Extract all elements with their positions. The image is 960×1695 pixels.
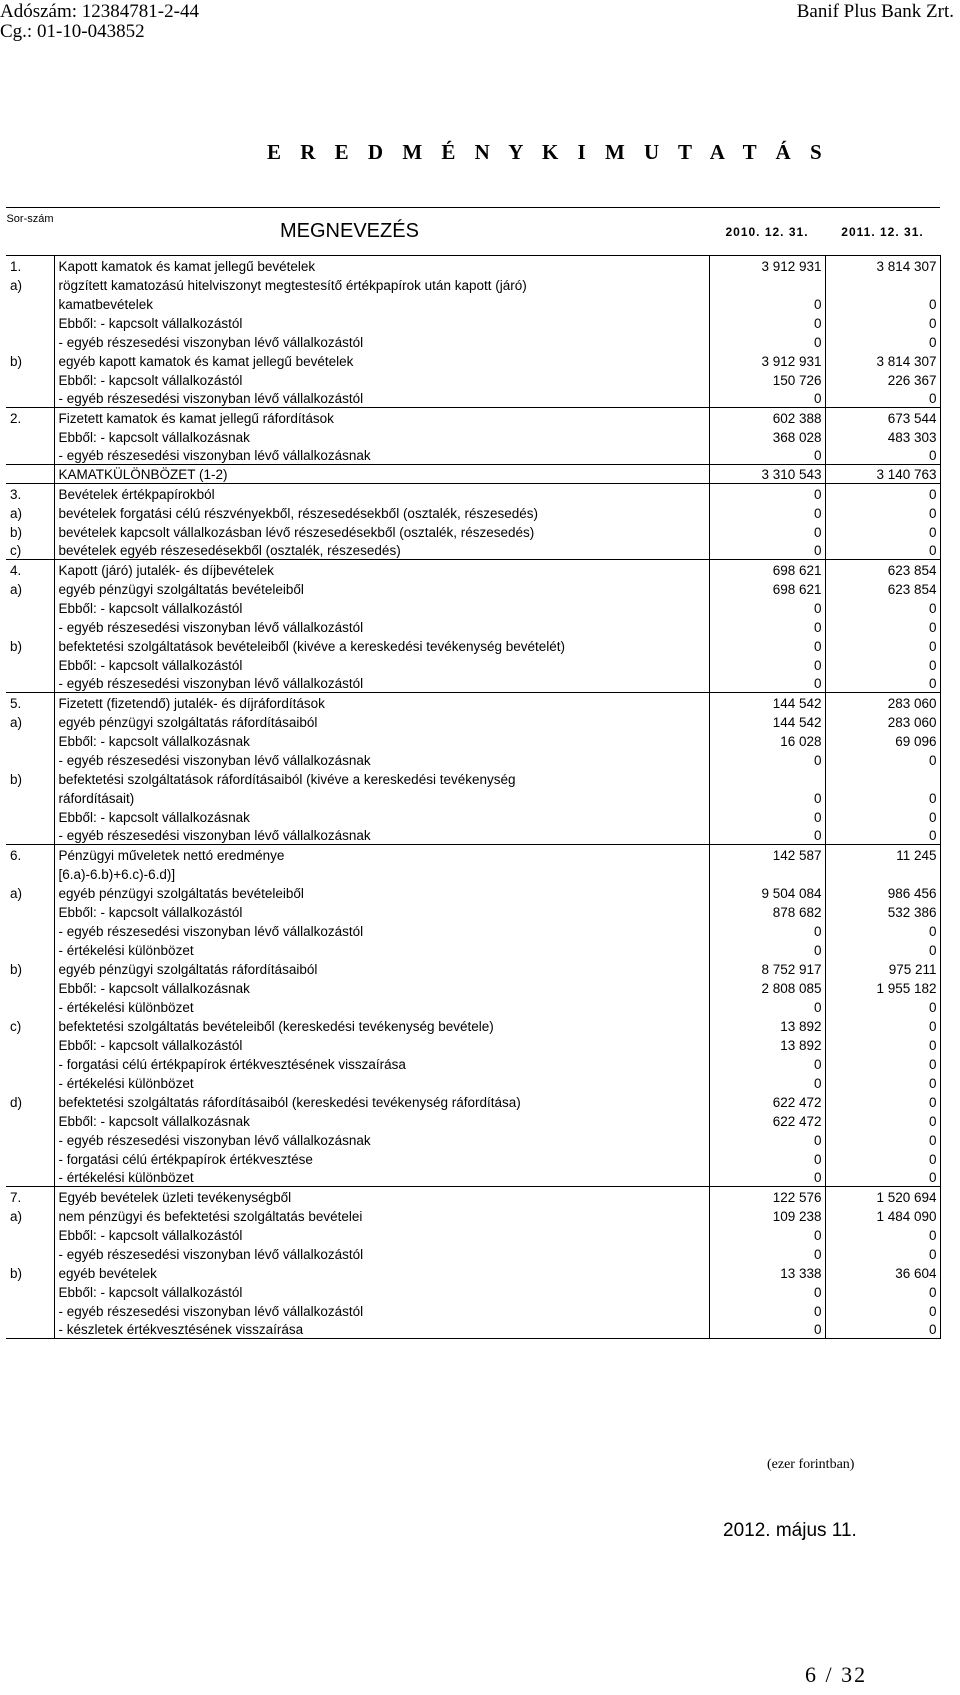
row-label: Kapott kamatok és kamat jellegű bevételek <box>54 256 709 275</box>
row-value-2010: 0 <box>709 446 825 465</box>
row-index <box>6 826 54 845</box>
row-label: egyéb pénzügyi szolgáltatás ráfordításaiból <box>54 959 709 978</box>
row-label: Ebből: - kapcsolt vállalkozástól <box>54 598 709 617</box>
table-row <box>6 731 940 750</box>
row-value-2010: 0 <box>709 617 825 636</box>
table-row <box>6 541 940 560</box>
row-index <box>6 731 54 750</box>
table-row <box>6 1244 940 1263</box>
row-index: 6. <box>6 845 54 864</box>
row-label: egyéb pénzügyi szolgáltatás bevételeiből <box>54 883 709 902</box>
row-value-2011: 0 <box>825 1301 940 1320</box>
row-value-2010: 0 <box>709 655 825 674</box>
table-row <box>6 1206 940 1225</box>
row-index <box>6 1054 54 1073</box>
row-label: egyéb bevételek <box>54 1263 709 1282</box>
table-row <box>6 750 940 769</box>
row-label: - értékelési különbözet <box>54 1168 709 1187</box>
row-index <box>6 370 54 389</box>
table-row <box>6 256 940 275</box>
row-index: b) <box>10 353 23 369</box>
row-value-2011: 3 140 763 <box>825 465 940 484</box>
row-label: - egyéb részesedési viszonyban lévő vállalkozástól <box>54 1301 709 1320</box>
row-label: - egyéb részesedési viszonyban lévő vállalkozásnak <box>54 446 709 465</box>
row-label: - egyéb részesedési viszonyban lévő vállalkozástól <box>54 389 709 408</box>
row-value-2010: 3 310 543 <box>709 465 825 484</box>
row-index: b) <box>10 1265 23 1281</box>
row-index <box>6 1130 54 1149</box>
row-index <box>6 1320 54 1339</box>
table-row <box>6 560 940 579</box>
row-value-2010: 0 <box>709 1301 825 1320</box>
table-row <box>6 579 940 598</box>
row-value-2010: 144 542 <box>709 712 825 731</box>
row-label: bevételek forgatási célú részvényekből, részesedésekből (osztalék, részesedés) <box>54 503 709 522</box>
row-value-2011: 0 <box>825 541 940 560</box>
row-index <box>6 446 54 465</box>
row-index: a) <box>10 277 23 293</box>
row-label: Bevételek értékpapírokból <box>54 484 709 503</box>
table-row <box>6 1320 940 1339</box>
row-value-2011: 0 <box>825 313 940 332</box>
report-date: 2012. május 11. <box>723 1520 857 1541</box>
row-index <box>6 997 54 1016</box>
row-value-2010: 0 <box>709 598 825 617</box>
row-value-2010: 878 682 <box>709 902 825 921</box>
row-label: Ebből: - kapcsolt vállalkozásnak <box>54 1111 709 1130</box>
row-value-2010: 109 238 <box>709 1206 825 1225</box>
row-value-2010: 0 <box>709 541 825 560</box>
table-row <box>6 389 940 408</box>
row-label: befektetési szolgáltatás bevételeiből (kereskedési tevékenység bevétele) <box>54 1016 709 1035</box>
page-number: 6 / 32 <box>805 1662 868 1687</box>
row-label: ráfordításait) <box>54 788 709 807</box>
row-label: Ebből: - kapcsolt vállalkozásnak <box>54 427 709 446</box>
row-value-2011: 1 520 694 <box>825 1187 940 1206</box>
row-value-2010: 0 <box>709 503 825 522</box>
row-label: Ebből: - kapcsolt vállalkozástól <box>54 1282 709 1301</box>
row-value-2011: 0 <box>825 807 940 826</box>
row-value-2011: 3 814 307 <box>825 256 940 275</box>
row-label: Ebből: - kapcsolt vállalkozástól <box>54 1035 709 1054</box>
row-value-2011 <box>825 769 940 788</box>
table-row <box>6 940 940 959</box>
row-index: b) <box>10 771 23 787</box>
table-row <box>6 351 940 370</box>
row-value-2010: 144 542 <box>709 693 825 712</box>
table-row <box>6 807 940 826</box>
row-label: Ebből: - kapcsolt vállalkozástól <box>54 370 709 389</box>
row-value-2011: 0 <box>825 598 940 617</box>
row-value-2011: 532 386 <box>825 902 940 921</box>
row-index <box>6 1301 54 1320</box>
row-value-2011: 0 <box>825 826 940 845</box>
table-row <box>6 1149 940 1168</box>
row-value-2011: 0 <box>825 1130 940 1149</box>
row-value-2011: 483 303 <box>825 427 940 446</box>
row-label: Ebből: - kapcsolt vállalkozásnak <box>54 807 709 826</box>
table-row <box>6 484 940 503</box>
table-row <box>6 1035 940 1054</box>
row-index <box>6 294 54 313</box>
row-label: rögzített kamatozású hitelviszonyt megtestesítő értékpapírok után kapott (járó) <box>54 275 709 294</box>
row-label: bevételek kapcsolt vállalkozásban lévő részesedésekből (osztalék, részesedés) <box>54 522 709 541</box>
row-index <box>6 1149 54 1168</box>
row-value-2010: 3 912 931 <box>709 351 825 370</box>
company-registry-number: Cg.: 01-10-043852 <box>0 21 145 42</box>
row-value-2011: 0 <box>825 1092 940 1111</box>
row-value-2010: 122 576 <box>709 1187 825 1206</box>
row-index <box>6 1111 54 1130</box>
row-value-2010: 0 <box>709 294 825 313</box>
row-index: a) <box>10 714 23 730</box>
row-index <box>6 332 54 351</box>
row-index <box>6 674 54 693</box>
row-value-2011: 0 <box>825 1149 940 1168</box>
table-row <box>6 332 940 351</box>
row-index: a) <box>10 581 23 597</box>
table-row <box>6 826 940 845</box>
row-value-2011: 0 <box>825 332 940 351</box>
table-row <box>6 1187 940 1206</box>
row-label: kamatbevételek <box>54 294 709 313</box>
row-label: Ebből: - kapcsolt vállalkozástól <box>54 655 709 674</box>
row-label: egyéb kapott kamatok és kamat jellegű bevételek <box>54 351 709 370</box>
column-header-name: MEGNEVEZÉS <box>54 208 709 256</box>
row-value-2011: 0 <box>825 503 940 522</box>
row-index <box>6 1073 54 1092</box>
row-label: Kapott (járó) jutalék- és díjbevételek <box>54 560 709 579</box>
row-value-2011: 986 456 <box>825 883 940 902</box>
row-label: - egyéb részesedési viszonyban lévő vállalkozástól <box>54 921 709 940</box>
row-label: - értékelési különbözet <box>54 940 709 959</box>
row-value-2010: 602 388 <box>709 408 825 427</box>
row-value-2010: 0 <box>709 636 825 655</box>
table-row <box>6 1168 940 1187</box>
row-value-2011: 975 211 <box>825 959 940 978</box>
column-header-2011: 2011. 12. 31. <box>825 208 940 256</box>
table-row <box>6 674 940 693</box>
row-value-2010: 0 <box>709 332 825 351</box>
table-row <box>6 655 940 674</box>
row-index <box>6 655 54 674</box>
row-label: KAMATKÜLÖNBÖZET (1-2) <box>54 465 709 484</box>
row-value-2010 <box>709 275 825 294</box>
row-label: egyéb pénzügyi szolgáltatás bevételeiből <box>54 579 709 598</box>
row-value-2010: 13 338 <box>709 1263 825 1282</box>
row-label: - egyéb részesedési viszonyban lévő vállalkozásnak <box>54 826 709 845</box>
table-row <box>6 1073 940 1092</box>
row-index <box>6 389 54 408</box>
row-index <box>6 1035 54 1054</box>
table-row <box>6 370 940 389</box>
row-value-2011: 0 <box>825 674 940 693</box>
row-index <box>6 921 54 940</box>
row-index <box>6 1168 54 1187</box>
row-value-2011: 1 955 182 <box>825 978 940 997</box>
table-row <box>6 503 940 522</box>
row-value-2010: 0 <box>709 522 825 541</box>
row-value-2010: 0 <box>709 313 825 332</box>
row-value-2011: 0 <box>825 294 940 313</box>
row-value-2010: 0 <box>709 389 825 408</box>
row-value-2011: 0 <box>825 940 940 959</box>
row-label: befektetési szolgáltatások bevételeiből (kivéve a kereskedési tevékenység bevételét) <box>54 636 709 655</box>
row-value-2010: 0 <box>709 1168 825 1187</box>
row-value-2011 <box>825 864 940 883</box>
table-row <box>6 1016 940 1035</box>
row-value-2010: 0 <box>709 1320 825 1339</box>
row-value-2010 <box>709 769 825 788</box>
row-value-2011: 0 <box>825 1282 940 1301</box>
row-value-2010: 368 028 <box>709 427 825 446</box>
row-label: bevételek egyéb részesedésekből (osztalék, részesedés) <box>54 541 709 560</box>
table-row <box>6 1130 940 1149</box>
table-row <box>6 864 940 883</box>
row-index: 2. <box>6 408 54 427</box>
row-index <box>6 978 54 997</box>
row-value-2010: 142 587 <box>709 845 825 864</box>
row-label: Ebből: - kapcsolt vállalkozástól <box>54 902 709 921</box>
row-value-2010: 0 <box>709 750 825 769</box>
column-header-2010: 2010. 12. 31. <box>709 208 825 256</box>
row-label: - forgatási célú értékpapírok értékvesztése <box>54 1149 709 1168</box>
row-value-2010: 0 <box>709 1073 825 1092</box>
row-label: - egyéb részesedési viszonyban lévő vállalkozástól <box>54 332 709 351</box>
table-row <box>6 1263 940 1282</box>
row-value-2010: 0 <box>709 1282 825 1301</box>
row-index: 5. <box>6 693 54 712</box>
row-value-2011: 0 <box>825 1320 940 1339</box>
row-value-2010: 698 621 <box>709 560 825 579</box>
row-index <box>6 465 54 484</box>
row-value-2011: 0 <box>825 446 940 465</box>
table-row <box>6 921 940 940</box>
row-index: 3. <box>6 484 54 503</box>
row-value-2011: 0 <box>825 750 940 769</box>
row-value-2011: 0 <box>825 1244 940 1263</box>
row-value-2011 <box>825 275 940 294</box>
row-value-2011: 0 <box>825 655 940 674</box>
row-index <box>6 807 54 826</box>
row-value-2010: 150 726 <box>709 370 825 389</box>
row-label: Fizetett kamatok és kamat jellegű ráfordítások <box>54 408 709 427</box>
table-row <box>6 902 940 921</box>
row-value-2011: 3 814 307 <box>825 351 940 370</box>
table-row <box>6 1282 940 1301</box>
row-value-2011: 0 <box>825 522 940 541</box>
row-value-2010: 0 <box>709 921 825 940</box>
row-value-2011: 0 <box>825 1054 940 1073</box>
row-label: Ebből: - kapcsolt vállalkozásnak <box>54 978 709 997</box>
row-index: b) <box>10 638 23 654</box>
row-index <box>6 1282 54 1301</box>
row-label: Ebből: - kapcsolt vállalkozásnak <box>54 731 709 750</box>
row-value-2011: 283 060 <box>825 693 940 712</box>
row-index: 7. <box>6 1187 54 1206</box>
row-label: - egyéb részesedési viszonyban lévő vállalkozástól <box>54 617 709 636</box>
row-label: - értékelési különbözet <box>54 997 709 1016</box>
row-label: - egyéb részesedési viszonyban lévő vállalkozástól <box>54 1244 709 1263</box>
row-value-2011: 623 854 <box>825 579 940 598</box>
row-value-2010: 13 892 <box>709 1035 825 1054</box>
row-value-2011: 0 <box>825 1111 940 1130</box>
row-value-2011: 0 <box>825 1035 940 1054</box>
table-row <box>6 294 940 313</box>
row-value-2011: 623 854 <box>825 560 940 579</box>
table-row <box>6 1225 940 1244</box>
tax-number: Adószám: 12384781-2-44 <box>0 1 199 22</box>
table-row <box>6 446 940 465</box>
row-value-2011: 0 <box>825 636 940 655</box>
row-value-2011: 11 245 <box>825 845 940 864</box>
row-label: [6.a)-6.b)+6.c)-6.d)] <box>54 864 709 883</box>
row-value-2010: 0 <box>709 940 825 959</box>
row-value-2011: 0 <box>825 1168 940 1187</box>
row-value-2010: 0 <box>709 1225 825 1244</box>
row-value-2010 <box>709 864 825 883</box>
row-index: c) <box>10 543 22 558</box>
table-row <box>6 769 940 788</box>
row-value-2011: 0 <box>825 921 940 940</box>
table-row <box>6 427 940 446</box>
table-row <box>6 636 940 655</box>
row-index: b) <box>10 961 23 977</box>
row-index: a) <box>10 1208 23 1224</box>
row-label: - forgatási célú értékpapírok értékvesztésének visszaírása <box>54 1054 709 1073</box>
row-index <box>6 864 54 883</box>
row-value-2011: 673 544 <box>825 408 940 427</box>
row-index: 1. <box>6 256 54 275</box>
company-name: Banif Plus Bank Zrt. <box>796 1 954 22</box>
row-value-2010: 622 472 <box>709 1092 825 1111</box>
row-label: befektetési szolgáltatás ráfordításaiból (kereskedési tevékenység ráfordítása) <box>54 1092 709 1111</box>
row-index: 4. <box>6 560 54 579</box>
table-row <box>6 275 940 294</box>
row-index <box>6 617 54 636</box>
row-label: nem pénzügyi és befektetési szolgáltatás bevételei <box>54 1206 709 1225</box>
row-value-2010: 9 504 084 <box>709 883 825 902</box>
unit-note: (ezer forintban) <box>767 1457 855 1472</box>
row-value-2010: 0 <box>709 807 825 826</box>
table-row <box>6 1111 940 1130</box>
row-value-2010: 8 752 917 <box>709 959 825 978</box>
row-value-2011: 0 <box>825 788 940 807</box>
row-value-2010: 0 <box>709 674 825 693</box>
row-value-2010: 0 <box>709 788 825 807</box>
income-statement-table <box>6 207 941 1339</box>
row-index: a) <box>10 885 23 901</box>
table-row <box>6 1092 940 1111</box>
table-row <box>6 978 940 997</box>
row-value-2011: 0 <box>825 484 940 503</box>
table-row <box>6 693 940 712</box>
table-row <box>6 788 940 807</box>
row-label: - egyéb részesedési viszonyban lévő vállalkozásnak <box>54 1130 709 1149</box>
table-row <box>6 845 940 864</box>
row-value-2011: 0 <box>825 617 940 636</box>
row-value-2011: 0 <box>825 997 940 1016</box>
row-index <box>6 940 54 959</box>
row-label: Egyéb bevételek üzleti tevékenységből <box>54 1187 709 1206</box>
row-value-2011: 1 484 090 <box>825 1206 940 1225</box>
row-value-2010: 0 <box>709 484 825 503</box>
row-value-2010: 3 912 931 <box>709 256 825 275</box>
row-value-2011: 283 060 <box>825 712 940 731</box>
row-index <box>6 1225 54 1244</box>
row-index: a) <box>10 505 23 521</box>
row-value-2011: 69 096 <box>825 731 940 750</box>
row-value-2010: 0 <box>709 1130 825 1149</box>
table-row <box>6 712 940 731</box>
row-index <box>6 598 54 617</box>
table-row <box>6 617 940 636</box>
row-label: - egyéb részesedési viszonyban lévő vállalkozásnak <box>54 750 709 769</box>
row-index <box>6 313 54 332</box>
row-value-2010: 698 621 <box>709 579 825 598</box>
row-label: - készletek értékvesztésének visszaírása <box>54 1320 709 1339</box>
table-row <box>6 408 940 427</box>
row-label: egyéb pénzügyi szolgáltatás ráfordításaiból <box>54 712 709 731</box>
row-index: c) <box>10 1018 22 1034</box>
row-label: befektetési szolgáltatások ráfordításaiból (kivéve a kereskedési tevékenység <box>54 769 709 788</box>
table-row <box>6 997 940 1016</box>
row-index: d) <box>10 1094 23 1110</box>
row-index <box>6 788 54 807</box>
row-value-2010: 0 <box>709 1244 825 1263</box>
row-value-2010: 0 <box>709 826 825 845</box>
row-value-2010: 0 <box>709 1054 825 1073</box>
row-index <box>6 1244 54 1263</box>
row-value-2010: 2 808 085 <box>709 978 825 997</box>
row-value-2011: 0 <box>825 389 940 408</box>
row-value-2010: 0 <box>709 997 825 1016</box>
row-label: Ebből: - kapcsolt vállalkozástól <box>54 1225 709 1244</box>
table-row <box>6 1301 940 1320</box>
table-row <box>6 465 940 484</box>
table-row <box>6 598 940 617</box>
row-index <box>6 750 54 769</box>
row-label: Ebből: - kapcsolt vállalkozástól <box>54 313 709 332</box>
table-row <box>6 313 940 332</box>
row-value-2010: 622 472 <box>709 1111 825 1130</box>
row-label: - értékelési különbözet <box>54 1073 709 1092</box>
page-title: E R E D M É N Y K I M U T A T Á S <box>267 140 829 164</box>
row-value-2011: 0 <box>825 1225 940 1244</box>
row-value-2010: 16 028 <box>709 731 825 750</box>
table-row <box>6 522 940 541</box>
row-value-2011: 0 <box>825 1073 940 1092</box>
row-value-2011: 0 <box>825 1016 940 1035</box>
row-label: Fizetett (fizetendő) jutalék- és díjráfordítások <box>54 693 709 712</box>
row-label: Pénzügyi műveletek nettó eredménye <box>54 845 709 864</box>
row-value-2010: 0 <box>709 1149 825 1168</box>
table-row <box>6 883 940 902</box>
table-row <box>6 959 940 978</box>
column-header-index: Sor-szám <box>6 208 54 256</box>
row-value-2010: 13 892 <box>709 1016 825 1035</box>
row-index <box>6 427 54 446</box>
row-index: b) <box>10 524 23 540</box>
row-value-2011: 226 367 <box>825 370 940 389</box>
table-row <box>6 1054 940 1073</box>
row-index <box>6 902 54 921</box>
row-value-2011: 36 604 <box>825 1263 940 1282</box>
row-label: - egyéb részesedési viszonyban lévő vállalkozástól <box>54 674 709 693</box>
table-body <box>6 256 940 1339</box>
